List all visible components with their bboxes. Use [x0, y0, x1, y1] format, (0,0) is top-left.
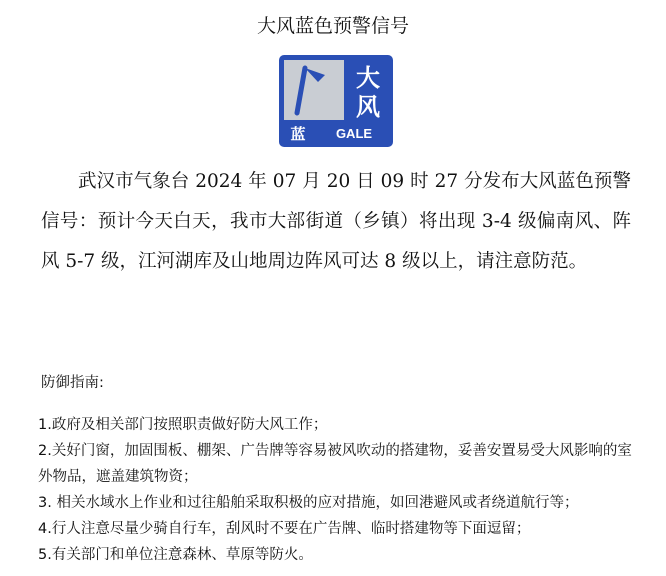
list-item: 3. 相关水域水上作业和过往船舶采取积极的应对措施，如回港避风或者绕道航行等； [38, 495, 579, 511]
list-item: 1.政府及相关部门按照职责做好防大风工作； [38, 417, 328, 433]
list-item: 4.行人注意尽量少骑自行车，刮风时不要在广告牌、临时搭建物等下面逗留； [38, 521, 531, 537]
page-title: 大风蓝色预警信号 [256, 15, 409, 37]
icon-english-label: GALE [335, 126, 373, 141]
icon-panel-left [284, 60, 344, 120]
gale-blue-warning-icon [279, 55, 393, 147]
icon-level-char: 蓝 [290, 125, 306, 143]
list-item: 5.有关部门和单位注意森林、草原等防火。 [38, 547, 313, 563]
icon-char-top: 大 [356, 64, 380, 92]
list-item: 2.关好门窗，加固围板、棚架、广告牌等容易被风吹动的搭建物，妥善安置易受大风影响的室外物品，遮盖建筑物资； [38, 443, 632, 485]
defense-guide-list [38, 412, 638, 568]
defense-guide-heading: 防御指南: [41, 375, 104, 391]
warning-bulletin: 武汉市气象台 2024 年 07 月 20 日 09 时 27 分发布大风蓝色预警信号：预计今天白天，我市大部街道（乡镇）将出现 3-4 级偏南风、阵风 5-7 级，江河湖库及山地周边阵风可达 8 级以上，请注意防范。 [41, 171, 631, 272]
icon-char-bottom: 风 [356, 93, 380, 121]
